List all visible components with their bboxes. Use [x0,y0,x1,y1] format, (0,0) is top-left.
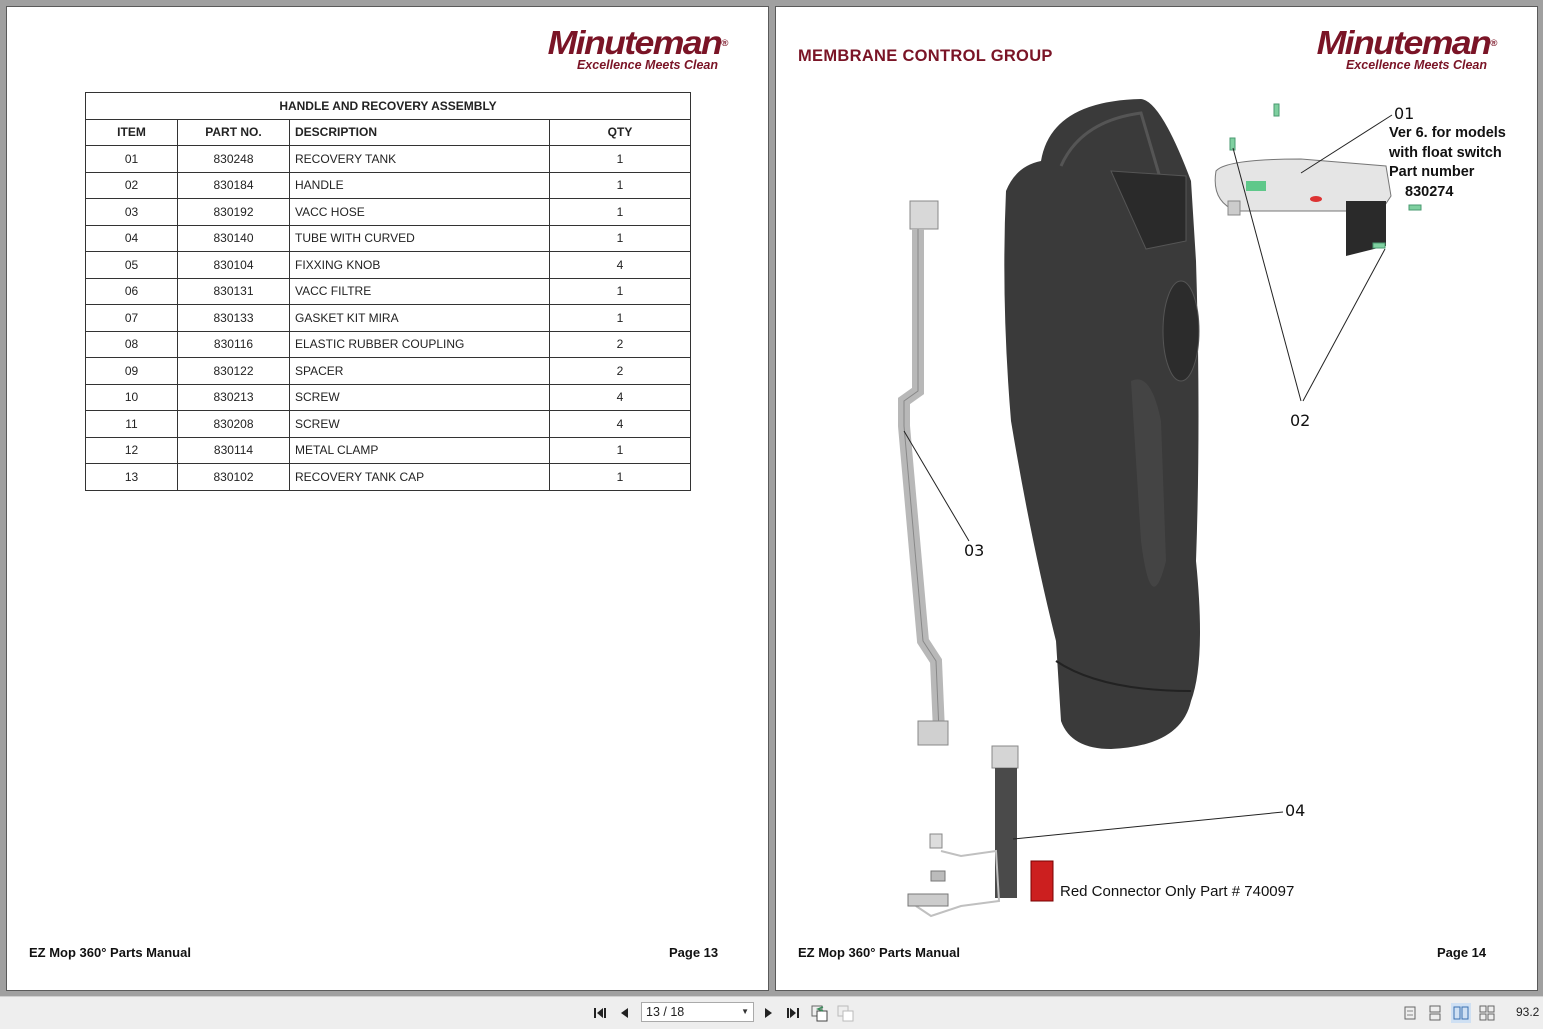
next-view-icon [837,1004,855,1022]
continuous-facing-icon [1479,1005,1495,1021]
description-cell: SCREW [290,411,550,438]
col-qty: QTY [550,119,691,146]
part-no-cell: 830104 [178,252,290,279]
description-cell: GASKET KIT MIRA [290,305,550,332]
table-row [86,411,691,438]
table-row [86,172,691,199]
qty-cell: 1 [550,199,691,226]
qty-cell: 1 [550,172,691,199]
item-cell: 11 [86,411,178,438]
continuous-facing-view-button[interactable] [1477,1003,1497,1023]
trademark-symbol: ® [1489,38,1497,48]
description-cell: SCREW [290,384,550,411]
col-item: ITEM [86,119,178,146]
description-cell: ELASTIC RUBBER COUPLING [290,331,550,358]
page-number-select[interactable] [641,1002,754,1022]
description-cell: SPACER [290,358,550,385]
part-no-cell: 830248 [178,146,290,173]
qty-cell: 1 [550,437,691,464]
section-title: MEMBRANE CONTROL GROUP [798,47,1053,65]
continuous-view-button[interactable] [1425,1003,1445,1023]
part-no-cell: 830192 [178,199,290,226]
col-description: DESCRIPTION [290,119,550,146]
dropdown-arrow-icon: ▼ [741,1007,749,1016]
description-cell: RECOVERY TANK CAP [290,464,550,491]
parts-table [85,92,691,491]
continuous-icon [1429,1005,1441,1021]
note-line: Part number [1389,164,1475,180]
logo-tagline: Excellence Meets Clean [576,58,718,72]
prev-page-icon [620,1007,630,1019]
qty-cell: 2 [550,358,691,385]
col-part-no: PART NO. [178,119,290,146]
table-row [86,358,691,385]
part-no-cell: 830116 [178,331,290,358]
qty-cell: 2 [550,331,691,358]
last-page-button[interactable] [785,1003,803,1023]
table-row [86,199,691,226]
facing-icon [1453,1006,1469,1020]
item-cell: 07 [86,305,178,332]
part-no-cell: 830114 [178,437,290,464]
item-cell: 12 [86,437,178,464]
page-14 [775,6,1538,991]
part-no-cell: 830133 [178,305,290,332]
item-cell: 02 [86,172,178,199]
prev-page-button[interactable] [617,1003,633,1023]
part-no-cell: 830208 [178,411,290,438]
logo-brand: Minuteman [547,24,721,61]
description-cell: VACC HOSE [290,199,550,226]
footer-page-number: Page 13 [669,945,719,960]
callout-01: 01 [1394,104,1415,123]
item-cell: 08 [86,331,178,358]
callout-04: 04 [1285,801,1306,820]
single-page-view-button[interactable] [1400,1003,1420,1023]
description-cell: TUBE WITH CURVED [290,225,550,252]
qty-cell: 4 [550,384,691,411]
note-part-number: 830274 [1405,183,1454,200]
recovery-tank-part [1004,99,1200,749]
float-switch-part [908,746,1053,916]
item-cell: 04 [86,225,178,252]
qty-cell: 1 [550,464,691,491]
previous-view-icon [811,1004,829,1022]
item-cell: 05 [86,252,178,279]
item-cell: 03 [86,199,178,226]
next-view-button[interactable] [836,1003,856,1023]
part-no-cell: 830102 [178,464,290,491]
footer-manual-title: EZ Mop 360° Parts Manual [29,945,191,960]
qty-cell: 1 [550,278,691,305]
table-row [86,331,691,358]
table-row [86,464,691,491]
footer-page-number: Page 14 [1437,945,1487,960]
description-cell: FIXXING KNOB [290,252,550,279]
qty-cell: 1 [550,146,691,173]
page-indicator: 13 / 18 [646,1005,685,1019]
item-cell: 01 [86,146,178,173]
table-row [86,146,691,173]
first-page-button[interactable] [592,1003,610,1023]
part-no-cell: 830122 [178,358,290,385]
table-row [86,278,691,305]
minuteman-logo [547,24,728,72]
membrane-panel-part [1215,159,1391,256]
callout-03: 03 [964,541,985,560]
membrane-version-note [1389,124,1506,202]
footer-manual-title: EZ Mop 360° Parts Manual [798,945,960,960]
qty-cell: 1 [550,225,691,252]
table-row [86,305,691,332]
description-cell: METAL CLAMP [290,437,550,464]
item-cell: 10 [86,384,178,411]
trademark-symbol: ® [720,38,728,48]
qty-cell: 4 [550,252,691,279]
table-row [86,437,691,464]
next-page-icon [763,1007,773,1019]
zoom-level[interactable]: 93.2 [1516,1005,1540,1019]
item-cell: 13 [86,464,178,491]
table-title: HANDLE AND RECOVERY ASSEMBLY [86,93,691,120]
part-no-cell: 830131 [178,278,290,305]
part-no-cell: 830184 [178,172,290,199]
viewer-toolbar [0,996,1543,1029]
qty-cell: 4 [550,411,691,438]
item-cell: 09 [86,358,178,385]
item-cell: 06 [86,278,178,305]
description-cell: RECOVERY TANK [290,146,550,173]
note-line: Ver 6. for models [1389,125,1506,141]
description-cell: HANDLE [290,172,550,199]
description-cell: VACC FILTRE [290,278,550,305]
last-page-icon [787,1007,801,1019]
part-no-cell: 830140 [178,225,290,252]
note-line: with float switch [1389,144,1502,161]
first-page-icon [594,1007,608,1019]
page-13 [6,6,769,991]
table-row [86,252,691,279]
logo-brand: Minuteman [1316,24,1490,61]
curved-tube-part [904,201,948,745]
table-row [86,384,691,411]
previous-view-button[interactable] [810,1003,830,1023]
red-connector-note: Red Connector Only Part # 740097 [1060,883,1295,900]
part-no-cell: 830213 [178,384,290,411]
callout-02: 02 [1290,411,1311,430]
qty-cell: 1 [550,305,691,332]
table-row [86,225,691,252]
facing-view-button[interactable] [1451,1003,1471,1023]
logo-tagline: Excellence Meets Clean [1345,58,1487,72]
next-page-button[interactable] [760,1003,776,1023]
single-page-icon [1404,1006,1416,1020]
